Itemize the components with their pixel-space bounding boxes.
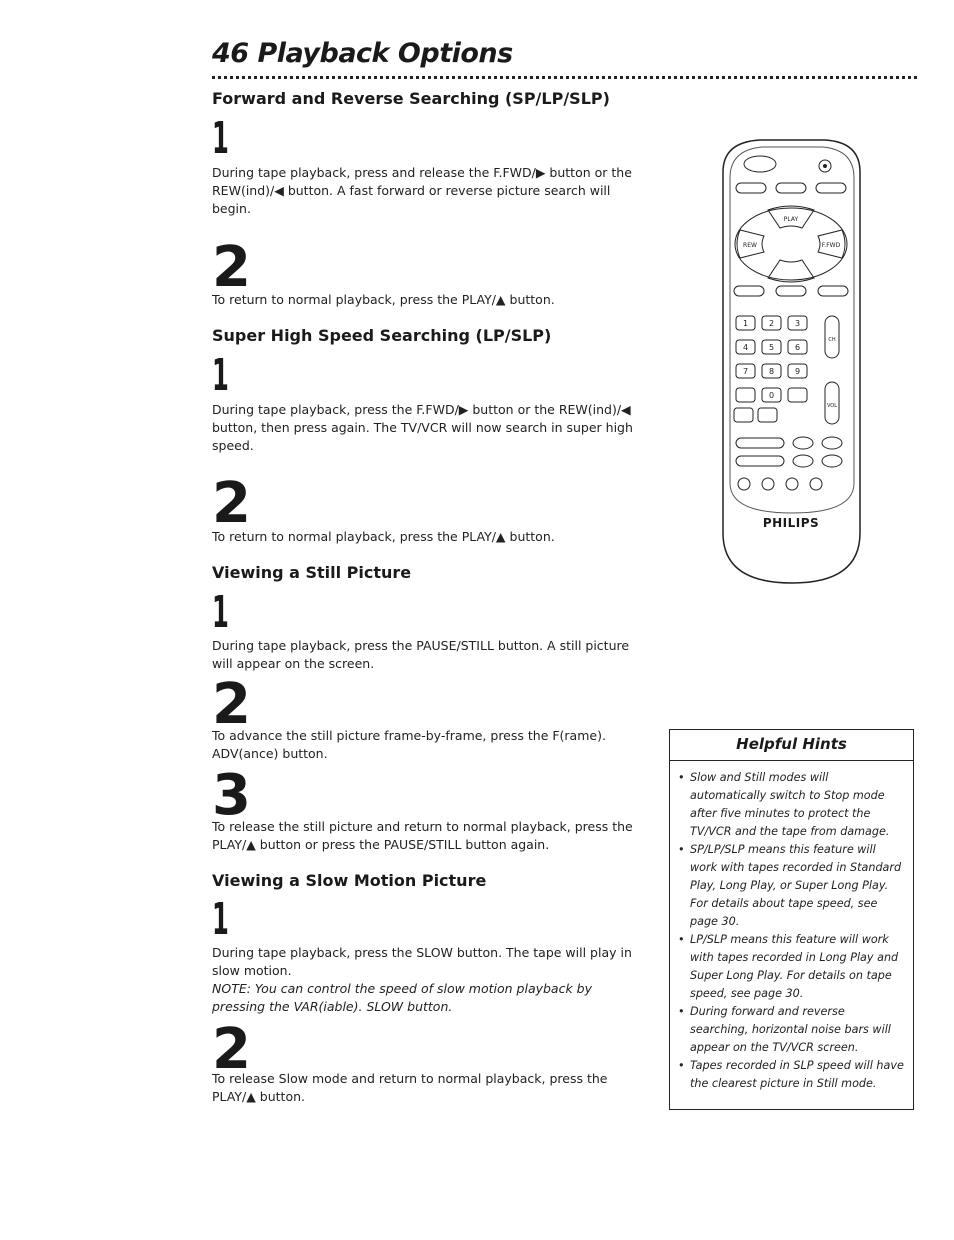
hint-item: • LP/SLP means this feature will work with tapes recorded in Long Play and Super Long Play. For details on tape speed, see page 30. <box>690 931 905 1003</box>
helpful-hints-box <box>669 729 914 1110</box>
step-text: To release Slow mode and return to normal playback, press the PLAY/▲ button. <box>212 1071 608 1104</box>
step-number: 2 <box>212 672 251 737</box>
remote-key-4: 4 <box>742 343 749 352</box>
remote-key-1: 1 <box>742 319 749 328</box>
step-number: 2 <box>212 235 251 300</box>
section-heading-still-picture: Viewing a Still Picture <box>212 563 412 582</box>
remote-vol-label: VOL <box>826 403 838 409</box>
remote-key-7: 7 <box>742 367 749 376</box>
step-text: To advance the still picture frame-by-frame, press the F(rame). ADV(ance) button. <box>212 728 606 761</box>
section-heading-super-high-speed: Super High Speed Searching (LP/SLP) <box>212 326 552 345</box>
step-text: During tape playback, press the PAUSE/STILL button. A still picture will appear on the screen. <box>212 638 630 671</box>
step-text: During tape playback, press and release the F.FWD/▶ button or the REW(ind)/◀ button. A fast forward or reverse picture search will begin. <box>212 165 632 216</box>
step-text: To return to normal playback, press the PLAY/▲ button. <box>212 292 555 307</box>
remote-brand-logo: PHILIPS <box>762 516 820 530</box>
remote-ffwd-label: F.FWD <box>821 242 841 249</box>
remote-key-0: 0 <box>768 391 775 400</box>
remote-key-2: 2 <box>768 319 775 328</box>
helpful-hints-title: Helpful Hints <box>670 730 913 761</box>
page-title: 46 Playback Options <box>212 38 513 69</box>
step-number: 1 <box>212 113 229 164</box>
hint-item: • During forward and reverse searching, horizontal noise bars will appear on the TV/VCR screen. <box>690 1003 905 1057</box>
remote-control-illustration <box>720 138 865 589</box>
hint-item: • Tapes recorded in SLP speed will have the clearest picture in Still mode. <box>690 1057 905 1093</box>
remote-key-8: 8 <box>768 367 775 376</box>
note-text: NOTE: You can control the speed of slow motion playback by pressing the VAR(iable). SLOW button. <box>212 981 593 1014</box>
remote-rew-label: REW <box>743 242 757 249</box>
hint-item: • Slow and Still modes will automatically switch to Stop mode after five minutes to protect the TV/VCR and the tape from damage. <box>690 769 905 841</box>
helpful-hints-list <box>670 761 913 1093</box>
remote-key-9: 9 <box>794 367 801 376</box>
step-number: 1 <box>212 350 229 401</box>
step-text: During tape playback, press the F.FWD/▶ button or the REW(ind)/◀ button, then press again. The TV/VCR will now search in super high speed. <box>212 402 633 453</box>
remote-key-6: 6 <box>794 343 801 352</box>
step-text: To return to normal playback, press the PLAY/▲ button. <box>212 529 555 544</box>
step-text <box>212 944 640 1016</box>
step-text: To release the still picture and return to normal playback, press the PLAY/▲ button or press the PAUSE/STILL button again. <box>212 819 633 852</box>
remote-key-5: 5 <box>768 343 775 352</box>
hint-item: • SP/LP/SLP means this feature will work with tapes recorded in Standard Play, Long Play, or Super Long Play. For details about tape speed, see page 30. <box>690 841 905 931</box>
remote-play-label: PLAY <box>783 216 799 223</box>
section-heading-slow-motion: Viewing a Slow Motion Picture <box>212 871 487 890</box>
header-divider <box>212 76 917 79</box>
step-number: 1 <box>212 587 229 638</box>
step-number: 2 <box>212 1017 251 1082</box>
step-number: 3 <box>212 763 251 828</box>
step-number: 1 <box>212 894 229 945</box>
step-main-text: During tape playback, press the SLOW button. The tape will play in slow motion. <box>212 945 632 978</box>
remote-key-3: 3 <box>794 319 801 328</box>
remote-ch-label: CH <box>828 337 836 343</box>
section-heading-forward-reverse: Forward and Reverse Searching (SP/LP/SLP) <box>212 89 610 108</box>
step-number: 2 <box>212 471 251 536</box>
